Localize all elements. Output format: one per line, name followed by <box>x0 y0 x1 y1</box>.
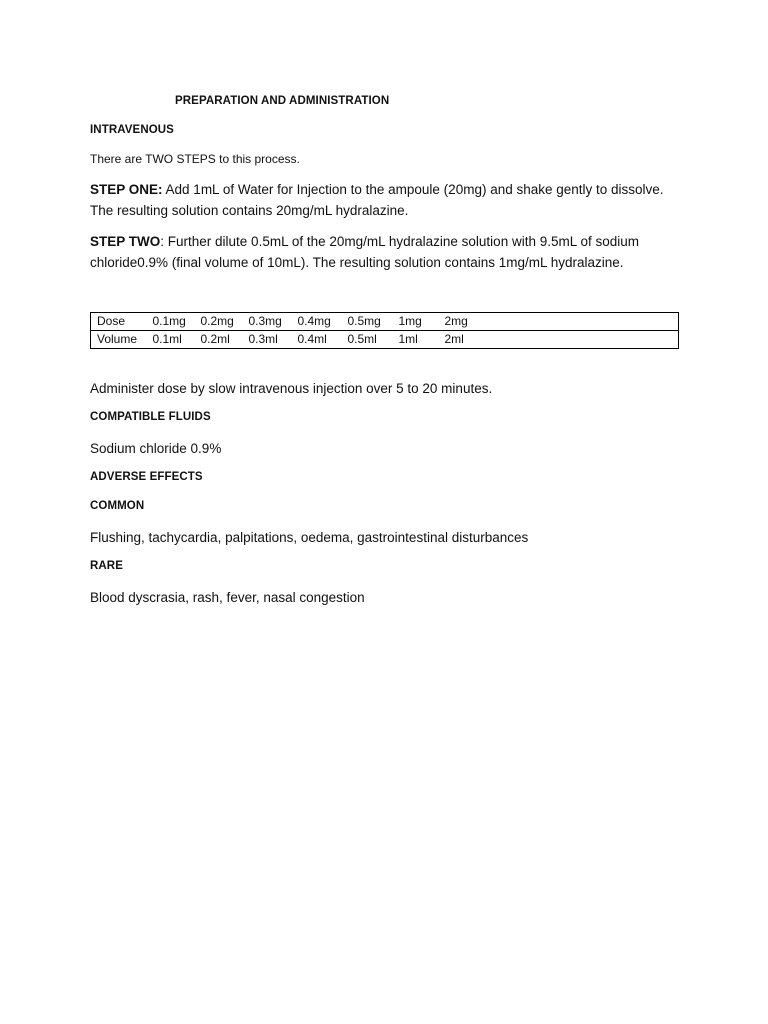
table-cell: 2ml <box>444 332 464 346</box>
table-cell: 0.1ml <box>152 332 182 346</box>
subheading-rare: RARE <box>90 560 123 572</box>
step-two-line2: chloride0.9% (final volume of 10mL). The resulting solution contains 1mg/mL hydralazine. <box>90 255 624 270</box>
step-one-line1: Add 1mL of Water for Injection to the ampoule (20mg) and shake gently to dissolve. <box>162 182 664 197</box>
step-one-label: STEP ONE: <box>90 182 163 197</box>
table-cell: 2mg <box>445 313 679 331</box>
table-cell: 0.5mg <box>348 313 399 331</box>
table-cell: 1mg <box>399 313 445 331</box>
table-cell: 0.4mg <box>298 313 348 331</box>
table-cell: 1ml <box>398 332 418 346</box>
two-steps-text: There are TWO STEPS to this process. <box>90 152 300 166</box>
table-cell: 0.3mg <box>249 313 298 331</box>
page-title: PREPARATION AND ADMINISTRATION <box>175 95 390 107</box>
table-cell-label: Dose <box>91 313 153 331</box>
step-one-line2: The resulting solution contains 20mg/mL hydralazine. <box>90 203 409 218</box>
step-two-line1: : Further dilute 0.5mL of the 20mg/mL hydralazine solution with 9.5mL of sodium <box>160 234 640 249</box>
subheading-common: COMMON <box>90 500 145 512</box>
step-one-paragraph <box>90 179 680 221</box>
administer-text: Administer dose by slow intravenous injection over 5 to 20 minutes. <box>90 381 493 396</box>
dose-volume-table <box>90 312 679 349</box>
section-heading-adverse-effects: ADVERSE EFFECTS <box>90 471 203 483</box>
step-two-label: STEP TWO <box>90 234 161 249</box>
section-heading-intravenous: INTRAVENOUS <box>90 124 174 136</box>
table-row-dose <box>91 313 679 331</box>
compatible-fluids-text: Sodium chloride 0.9% <box>90 441 222 456</box>
table-cell: 0.2ml <box>200 332 230 346</box>
common-effects-text: Flushing, tachycardia, palpitations, oedema, gastrointestinal disturbances <box>90 530 529 545</box>
table-cell-label: Volume <box>97 332 138 346</box>
step-two-paragraph <box>90 231 680 273</box>
section-heading-compatible-fluids: COMPATIBLE FLUIDS <box>90 411 211 423</box>
rare-effects-text: Blood dyscrasia, rash, fever, nasal congestion <box>90 590 365 605</box>
table-cell: 0.4ml <box>297 332 327 346</box>
table-cell: 0.3ml <box>248 332 278 346</box>
table-cell: 0.1mg <box>153 313 201 331</box>
table-cell: 0.5ml <box>347 332 377 346</box>
table-cell: 0.2mg <box>201 313 249 331</box>
table-row-volume <box>91 331 679 349</box>
